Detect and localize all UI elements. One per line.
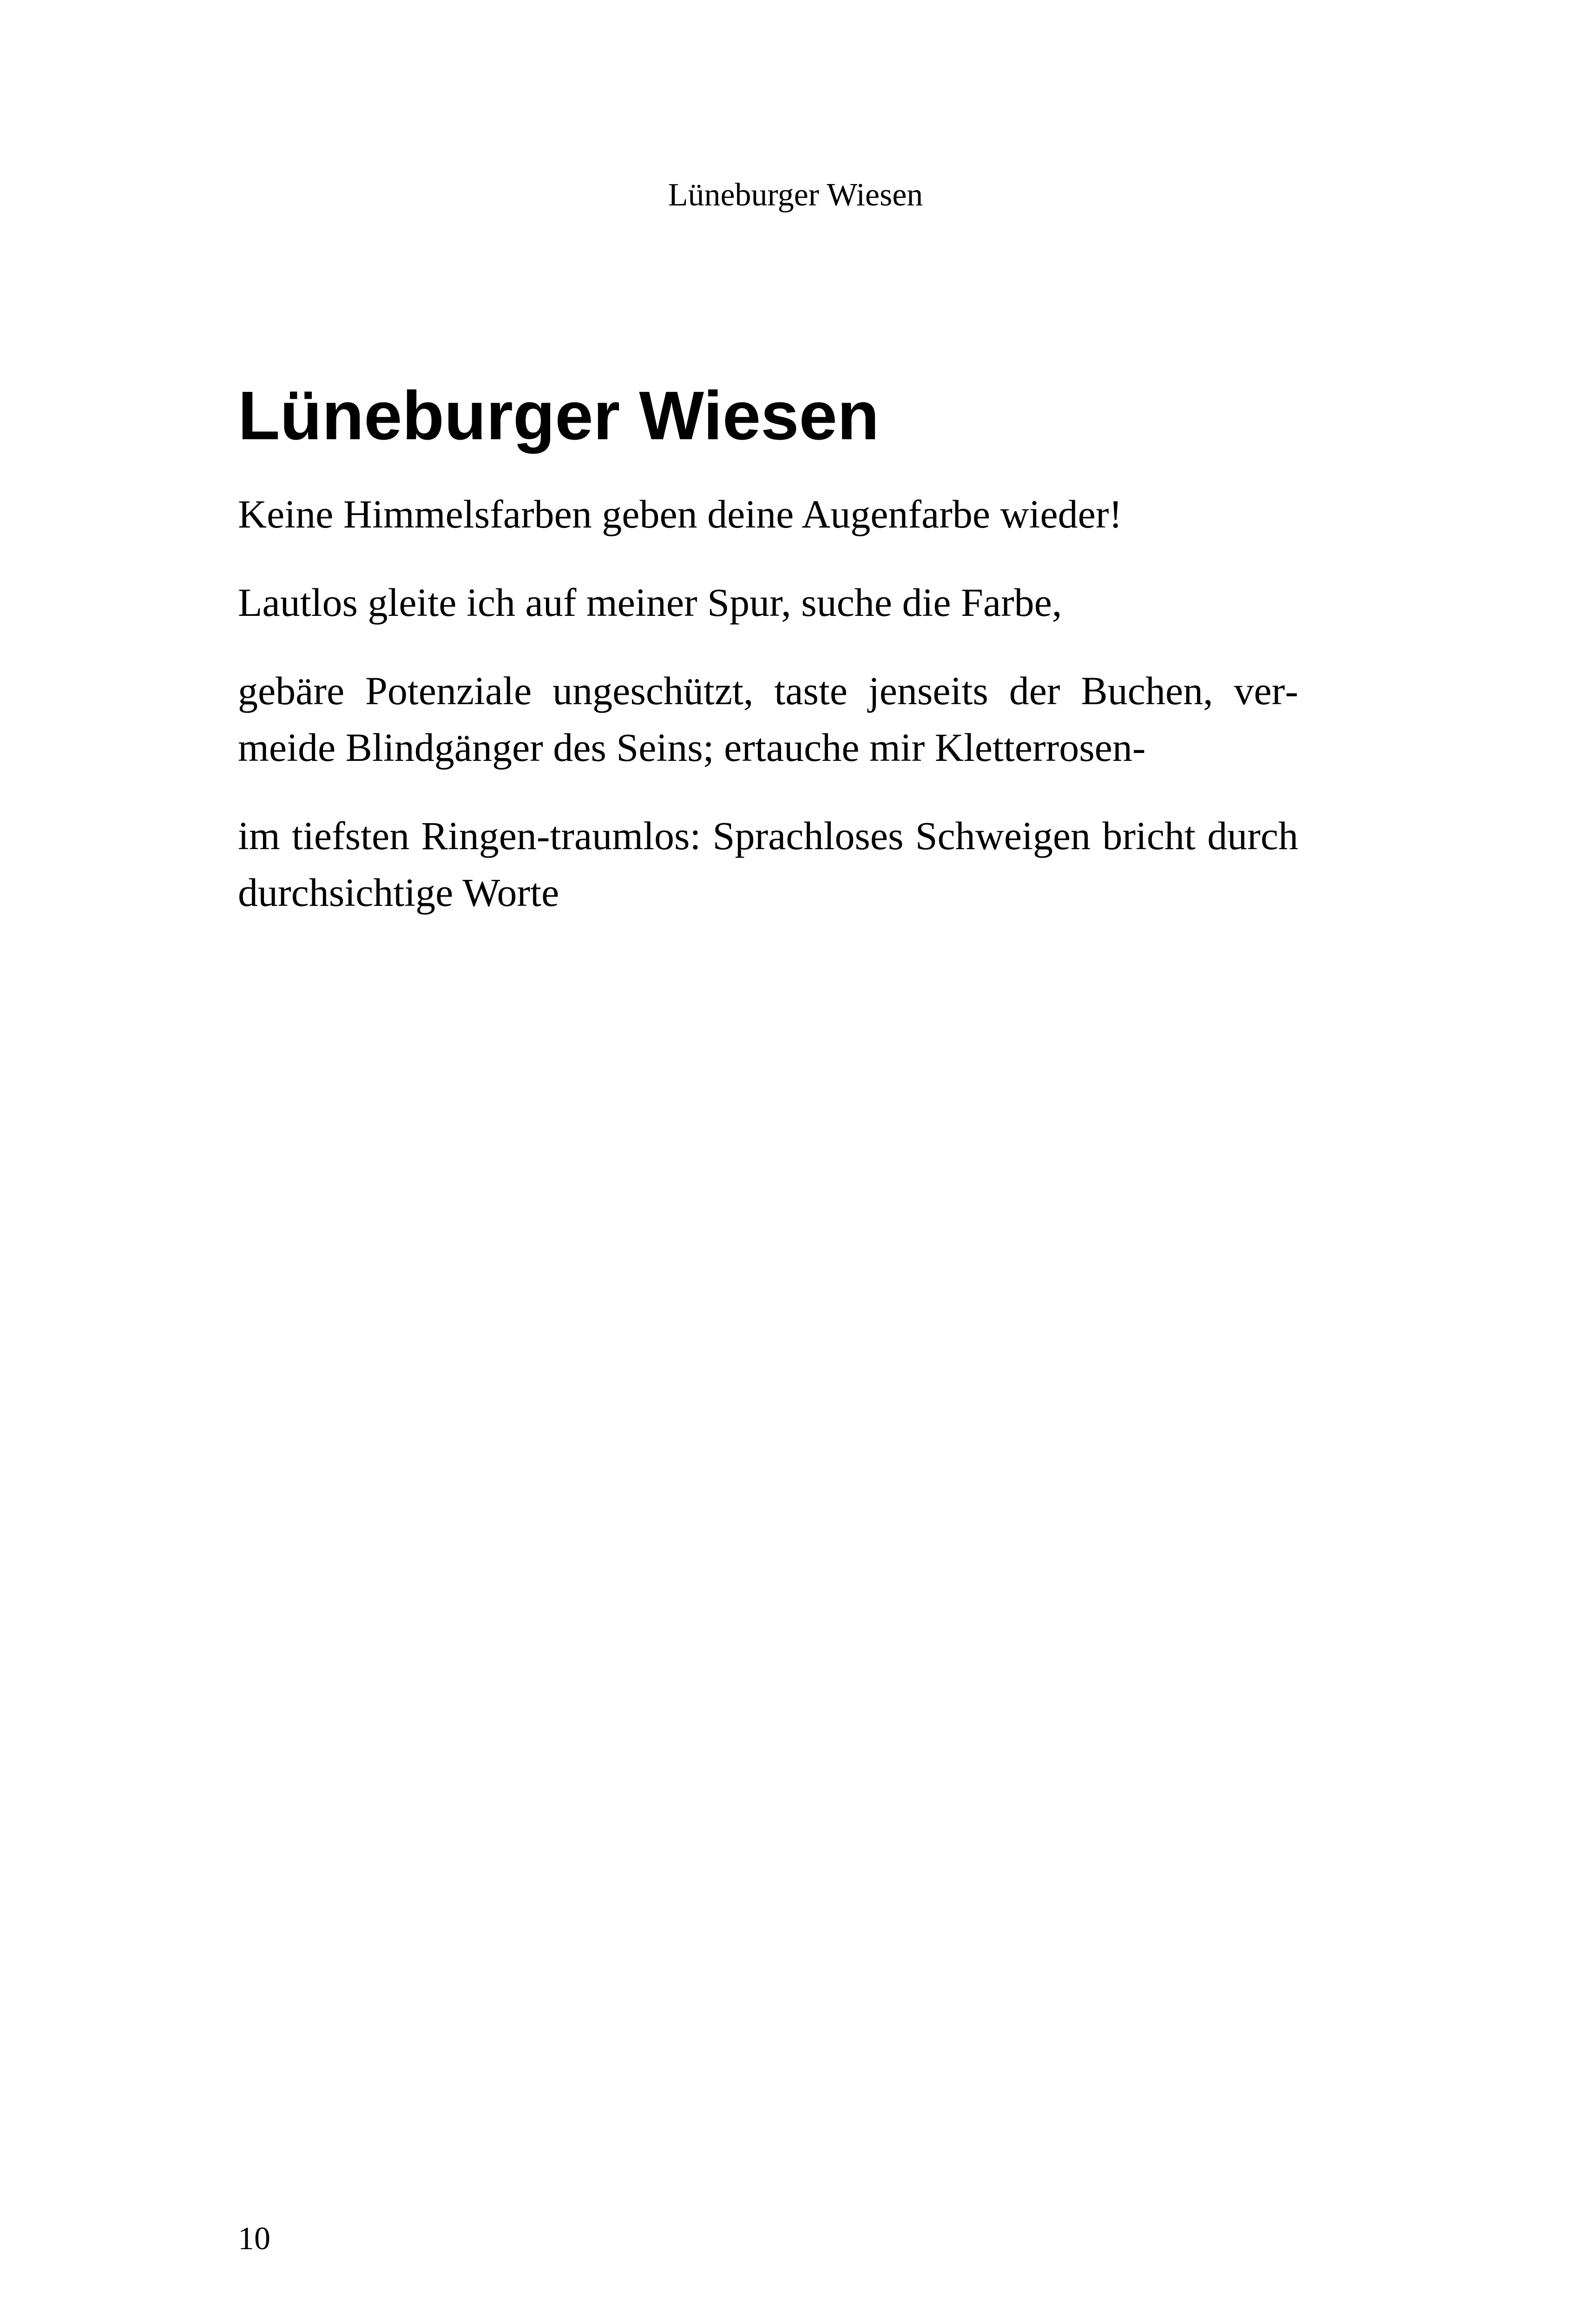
running-header: Lüneburger Wiesen bbox=[668, 177, 923, 213]
poem-paragraph-3: gebäre Potenziale ungeschützt, taste jenseits der Buchen, vermeide Blindgänger des Seins; ertauche mir Kletterrosen- bbox=[238, 668, 1298, 770]
poem-paragraph-1: Keine Himmelsfarben geben deine Augenfarbe wieder! bbox=[238, 492, 1123, 536]
page-body bbox=[238, 374, 1298, 952]
page-number: 10 bbox=[238, 2221, 270, 2257]
poem-paragraph-2: Lautlos gleite ich auf meiner Spur, suche die Farbe, bbox=[238, 580, 1062, 625]
chapter-title: Lüneburger Wiesen bbox=[238, 377, 880, 454]
poem-paragraph-4: im tiefsten Ringen-traumlos: Sprachloses Schweigen bricht durch durchsichtige Worte bbox=[238, 813, 1298, 915]
